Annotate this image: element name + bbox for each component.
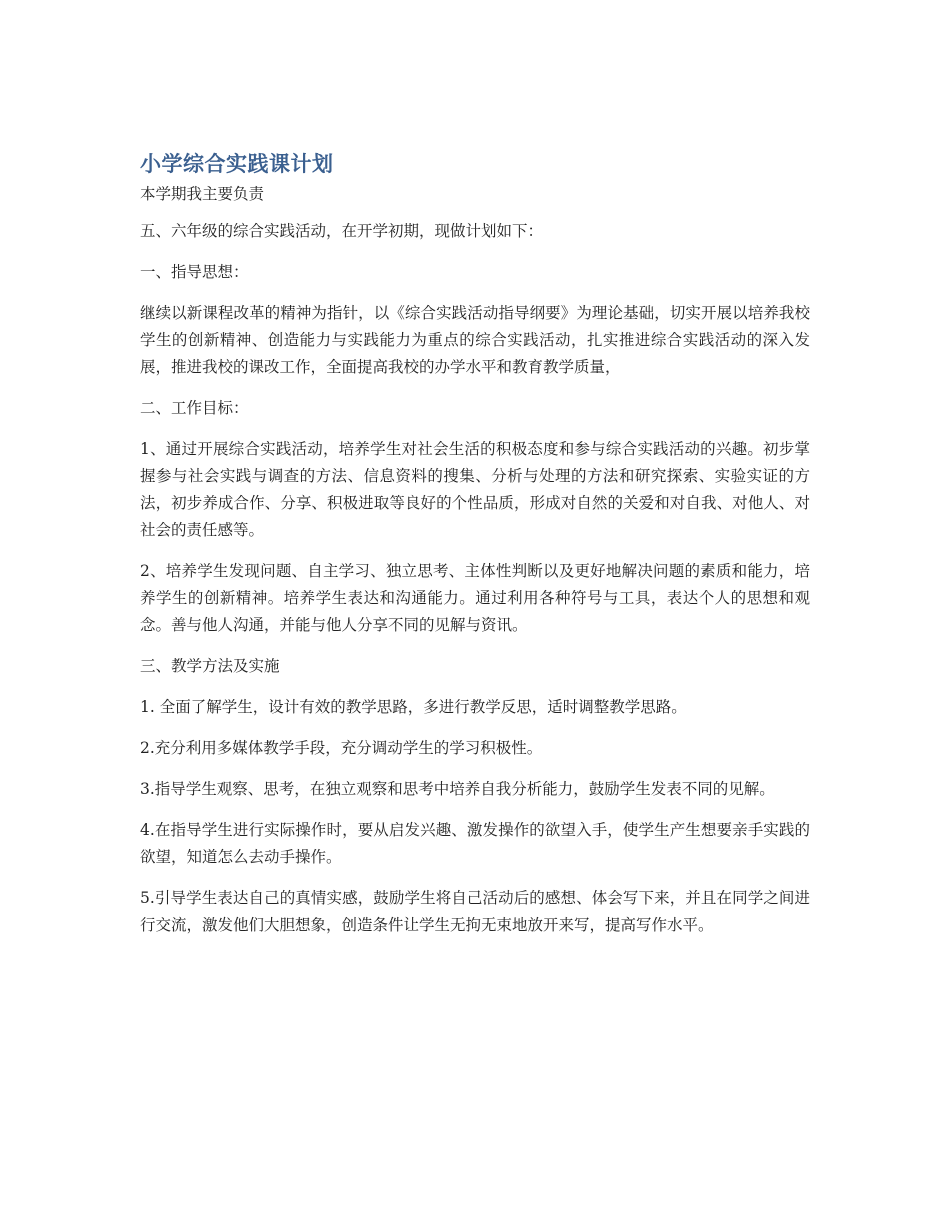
paragraph-goal-2: 2、培养学生发现问题、自主学习、独立思考、主体性判断以及更好地解决问题的素质和能力，培养学生的创新精神。培养学生表达和沟通能力。通过利用各种符号与工具，表达个人的思想和观念。善与他人沟通，并能与他人分享不同的见解与资讯。	[140, 562, 810, 634]
document-body	[140, 148, 810, 953]
section-heading-methods: 三、教学方法及实施	[140, 657, 280, 675]
paragraph-plan-overview: 五、六年级的综合实践活动，在开学初期，现做计划如下：	[140, 222, 544, 240]
paragraph-goal-1: 1、通过开展综合实践活动，培养学生对社会生活的积极态度和参与综合实践活动的兴趣。初步掌握参与社会实践与调查的方法、信息资料的搜集、分析与处理的方法和研究探索、实验实证的方法，初步养成合作、分享、积极进取等良好的个性品质，形成对自然的关爱和对自我、对他人、对社会的责任感等。	[140, 440, 810, 539]
paragraph-guiding-thought: 继续以新课程改革的精神为指针，以《综合实践活动指导纲要》为理论基础，切实开展以培养我校学生的创新精神、创造能力与实践能力为重点的综合实践活动，扎实推进综合实践活动的深入发展，推进我校的课改工作，全面提高我校的办学水平和教育教学质量，	[140, 304, 810, 376]
section-heading-guiding-thought: 一、指导思想：	[140, 263, 249, 281]
paragraph-method-1: 1. 全面了解学生，设计有效的教学思路，多进行教学反思，适时调整教学思路。	[140, 698, 687, 716]
paragraph-method-4: 4.在指导学生进行实际操作时，要从启发兴趣、激发操作的欲望入手，使学生产生想要亲手实践的欲望，知道怎么去动手操作。	[140, 821, 810, 866]
paragraph-method-2: 2.充分利用多媒体教学手段，充分调动学生的学习积极性。	[140, 739, 543, 757]
section-heading-work-goals: 二、工作目标：	[140, 399, 249, 417]
document-title: 小学综合实践课计划	[140, 152, 334, 176]
paragraph-method-5: 5.引导学生表达自己的真情实感，鼓励学生将自己活动后的感想、体会写下来，并且在同学之间进行交流，激发他们大胆想象，创造条件让学生无拘无束地放开来写，提高写作水平。	[140, 889, 810, 934]
paragraph-method-3: 3.指导学生观察、思考，在独立观察和思考中培养自我分析能力，鼓励学生发表不同的见解。	[140, 780, 775, 798]
paragraph-intro: 本学期我主要负责	[140, 185, 265, 203]
